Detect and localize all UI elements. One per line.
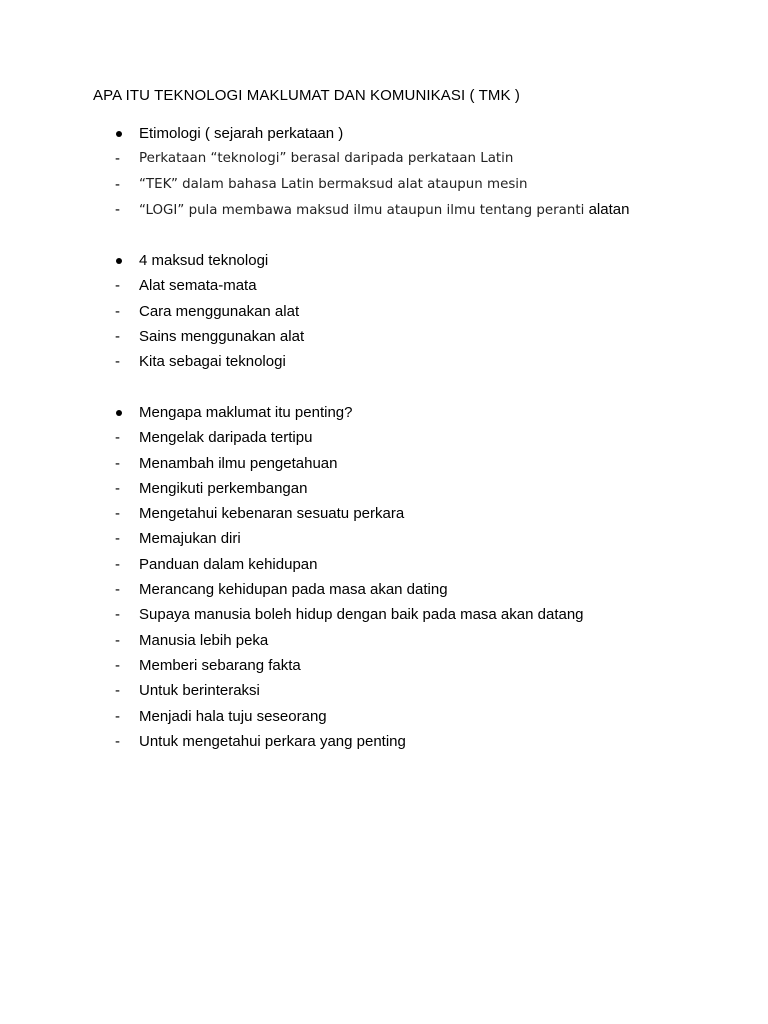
bullet-heading (0, 252, 768, 277)
dash-marker: - (115, 429, 120, 447)
list-item-text: Memberi sebarang fakta (139, 656, 301, 674)
list-item (0, 708, 768, 733)
dash-marker: - (115, 656, 120, 674)
list-item (0, 632, 768, 657)
list-item (0, 353, 768, 378)
dash-marker: - (115, 505, 120, 523)
bullet-heading-text: Etimologi ( sejarah perkataan ) (139, 125, 344, 142)
dash-marker: - (115, 606, 120, 624)
list-item (0, 176, 768, 201)
dash-marker: - (115, 707, 120, 725)
list-item-text: Mengetahui kebenaran sesuatu perkara (139, 505, 405, 523)
list-item (0, 733, 768, 758)
list-item-text: Perkataan “teknologi” berasal daripada perkataan Latin (139, 151, 514, 167)
list-item (0, 150, 768, 175)
list-item (0, 429, 768, 454)
dash-marker: - (115, 200, 120, 218)
dash-marker: - (115, 150, 120, 168)
list-item-text: Alat semata-mata (139, 277, 257, 295)
dash-marker: - (115, 631, 120, 649)
list-item (0, 682, 768, 707)
list-item (0, 530, 768, 555)
list-item-text: Memajukan diri (139, 530, 241, 548)
list-item (0, 455, 768, 480)
list-item-text: Mengikuti perkembangan (139, 479, 308, 497)
dash-marker: - (115, 327, 120, 345)
bullet-dot-icon (116, 410, 122, 416)
list-item-text: Manusia lebih peka (139, 631, 269, 649)
list-item-text: Kita sebagai teknologi (139, 353, 286, 371)
list-item (0, 657, 768, 682)
list-item (0, 277, 768, 302)
bullet-dot-icon (116, 131, 122, 137)
section-maksud-teknologi (0, 252, 768, 378)
list-item-text: Untuk berinteraksi (139, 682, 260, 700)
list-item-text: Menambah ilmu pengetahuan (139, 454, 338, 472)
dash-marker: - (115, 530, 120, 548)
list-item (0, 328, 768, 353)
section-mengapa-maklumat (0, 404, 768, 758)
dash-marker: - (115, 732, 120, 750)
document-title: APA ITU TEKNOLOGI MAKLUMAT DAN KOMUNIKASI ( TMK ) (93, 87, 520, 104)
dash-marker: - (115, 175, 120, 193)
list-item-text: “LOGI” pula membawa maksud ilmu ataupun ilmu tentang peranti (139, 202, 585, 218)
dash-marker: - (115, 581, 120, 599)
bullet-dot-icon (116, 258, 122, 264)
list-item-text: “TEK” dalam bahasa Latin bermaksud alat ataupun mesin (139, 176, 528, 192)
list-item (0, 201, 768, 226)
list-item (0, 581, 768, 606)
dash-marker: - (115, 479, 120, 497)
list-item (0, 303, 768, 328)
dash-marker: - (115, 454, 120, 472)
list-item-text: Untuk mengetahui perkara yang penting (139, 732, 406, 750)
list-item-text: Sains menggunakan alat (139, 327, 305, 345)
dash-marker: - (115, 555, 120, 573)
list-item (0, 480, 768, 505)
list-item-text-wrap (139, 201, 629, 220)
list-item-text: Mengelak daripada tertipu (139, 429, 313, 447)
list-item (0, 606, 768, 631)
bullet-heading (0, 125, 768, 150)
list-item-text: Merancang kehidupan pada masa akan dating (139, 581, 448, 599)
dash-marker: - (115, 353, 120, 371)
dash-marker: - (115, 277, 120, 295)
dash-marker: - (115, 302, 120, 320)
list-item (0, 505, 768, 530)
section-etimologi (0, 125, 768, 226)
list-item-suffix: alatan (588, 200, 630, 218)
list-item-text: Menjadi hala tuju seseorang (139, 707, 327, 725)
bullet-heading-text: 4 maksud teknologi (139, 252, 269, 269)
list-item-text: Cara menggunakan alat (139, 302, 300, 320)
list-item-text: Supaya manusia boleh hidup dengan baik pada masa akan datang (139, 606, 584, 624)
dash-marker: - (115, 682, 120, 700)
list-item (0, 556, 768, 581)
list-item-text: Panduan dalam kehidupan (139, 555, 318, 573)
bullet-heading (0, 404, 768, 429)
bullet-heading-text: Mengapa maklumat itu penting? (139, 404, 353, 421)
